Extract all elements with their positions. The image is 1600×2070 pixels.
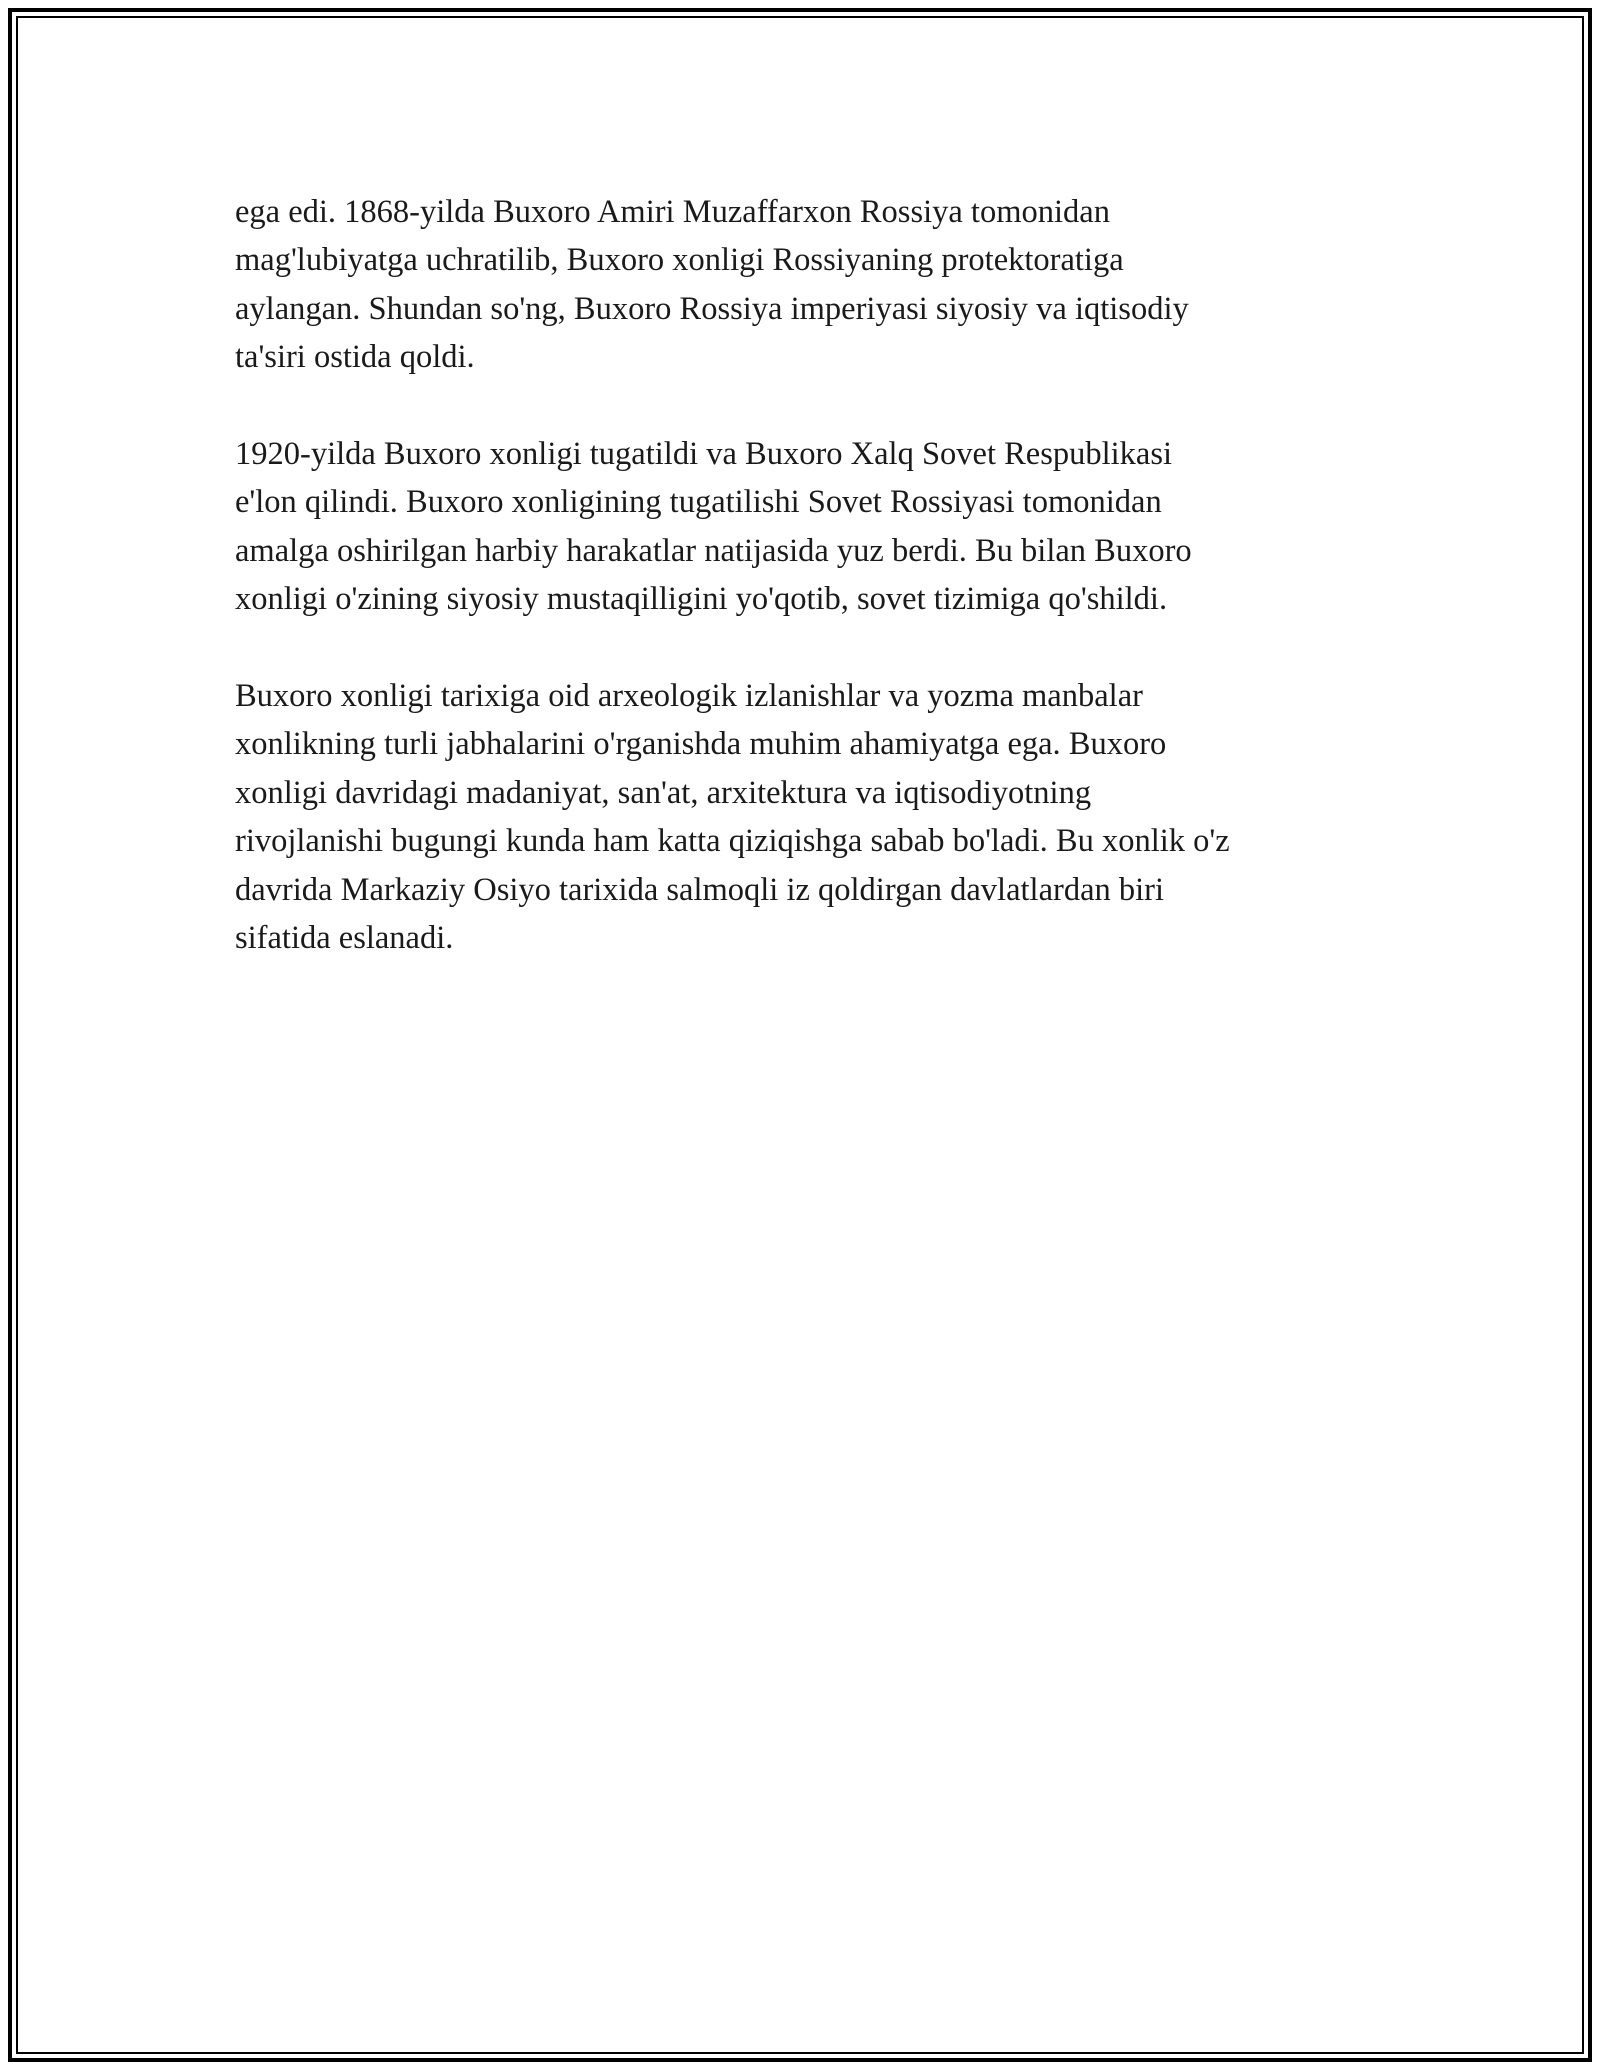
paragraph-3	[235, 672, 1375, 962]
text-line: ta'siri ostida qoldi.	[235, 339, 475, 376]
text-line: rivojlanishi bugungi kunda ham katta qiziqishga sabab bo'ladi. Bu xonlik o'z	[235, 823, 1230, 860]
text-line: aylangan. Shundan so'ng, Buxoro Rossiya imperiyasi siyosiy va iqtisodiy	[235, 290, 1189, 327]
text-line: sifatida eslanadi.	[235, 920, 454, 957]
text-line: mag'lubiyatga uchratilib, Buxoro xonligi Rossiyaning protektoratiga	[235, 242, 1124, 279]
text-line: davrida Markaziy Osiyo tarixida salmoqli iz qoldirgan davlatlardan biri	[235, 871, 1164, 908]
text-line: ega edi. 1868-yilda Buxoro Amiri Muzaffarxon Rossiya tomonidan	[235, 194, 1110, 230]
text-line: xonligi davridagi madaniyat, san'at, arxitektura va iqtisodiyotning	[235, 774, 1092, 811]
text-line: 1920-yilda Buxoro xonligi tugatildi va Buxoro Xalq Sovet Respublikasi	[235, 436, 1173, 473]
text-line: xonligi o'zining siyosiy mustaqilligini yo'qotib, sovet tizimiga qo'shildi.	[235, 581, 1168, 618]
document-body	[235, 188, 1375, 1011]
text-line: e'lon qilindi. Buxoro xonligining tugatilishi Sovet Rossiyasi tomonidan	[235, 484, 1162, 521]
paragraph-2	[235, 430, 1375, 624]
text-line: amalga oshirilgan harbiy harakatlar natijasida yuz berdi. Bu bilan Buxoro	[235, 532, 1192, 569]
paragraph-1	[235, 188, 1375, 382]
text-line: Buxoro xonligi tarixiga oid arxeologik izlanishlar va yozma manbalar	[235, 678, 1143, 715]
text-line: xonlikning turli jabhalarini o'rganishda muhim ahamiyatga ega. Buxoro	[235, 726, 1167, 763]
